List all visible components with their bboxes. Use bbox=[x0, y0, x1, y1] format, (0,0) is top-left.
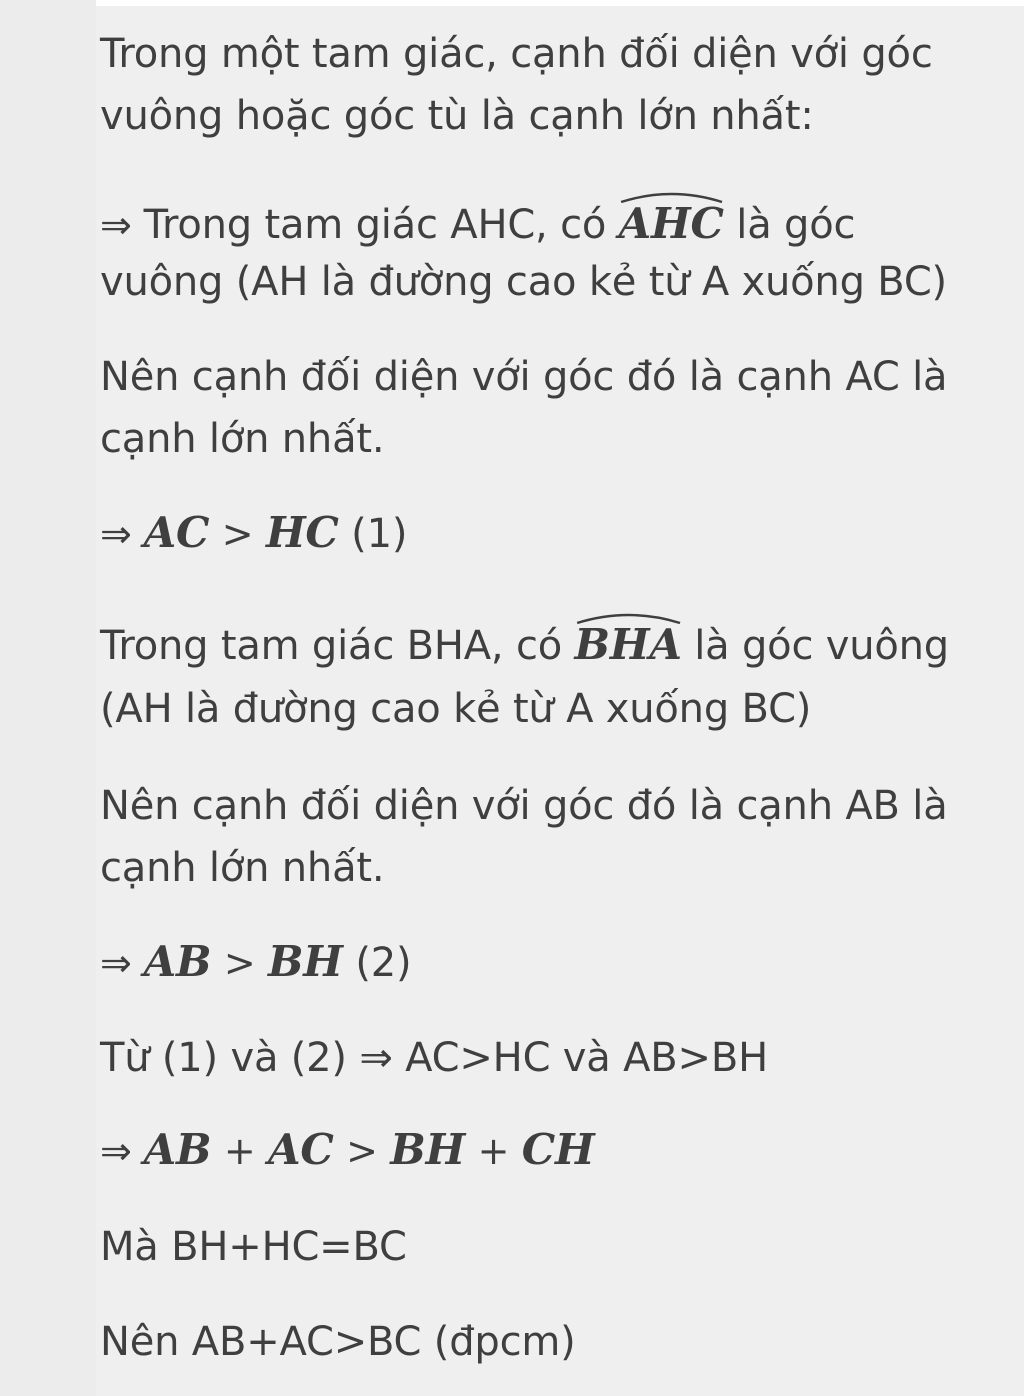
eq2-operator: > bbox=[223, 941, 256, 985]
eq1-operator: > bbox=[221, 512, 254, 556]
eq2-left: AB bbox=[143, 937, 212, 986]
eq3-term-bh: BH bbox=[390, 1125, 466, 1174]
angle-bha-label: BHA bbox=[574, 620, 682, 669]
paragraph-3-line-1: Nên cạnh đối diện với góc đó là cạnh AC là bbox=[100, 354, 948, 400]
paragraph-6: Từ (1) và (2) ⇒ AC>HC và AB>BH bbox=[100, 1035, 768, 1081]
eq1-left: AC bbox=[143, 508, 210, 557]
eq2-right: BH bbox=[268, 937, 343, 986]
paragraph-4-suffix: là góc vuông bbox=[694, 623, 949, 669]
left-margin bbox=[0, 0, 96, 1396]
paragraph-4-line-1 bbox=[100, 615, 949, 670]
angle-ahc bbox=[619, 194, 724, 248]
paragraph-8: Nên AB+AC>BC (đpcm) bbox=[100, 1319, 576, 1365]
implies-arrow: ⇒ bbox=[100, 1129, 132, 1173]
angle-bha bbox=[575, 615, 682, 669]
paragraph-2-suffix: là góc bbox=[736, 202, 856, 248]
angle-hat-icon bbox=[575, 609, 682, 625]
implies-arrow: ⇒ bbox=[100, 941, 132, 985]
angle-hat-icon bbox=[619, 188, 724, 204]
paragraph-1-line-2: vuông hoặc góc tù là cạnh lớn nhất: bbox=[100, 93, 814, 139]
eq3-operator: > bbox=[346, 1129, 378, 1173]
paragraph-4-line-2: (AH là đường cao kẻ từ A xuống BC) bbox=[100, 686, 812, 732]
paragraph-5-line-1: Nên cạnh đối diện với góc đó là cạnh AB là bbox=[100, 783, 948, 829]
paragraph-2-line-1 bbox=[100, 194, 855, 249]
equation-1 bbox=[100, 509, 407, 558]
paragraph-5-line-2: cạnh lớn nhất. bbox=[100, 845, 385, 891]
angle-ahc-label: AHC bbox=[618, 199, 724, 248]
paragraph-4-text: Trong tam giác BHA, có bbox=[100, 623, 563, 669]
paragraph-2-text: Trong tam giác AHC, có bbox=[143, 202, 607, 248]
eq3-plus-1: + bbox=[223, 1129, 256, 1173]
paragraph-3-line-2: cạnh lớn nhất. bbox=[100, 416, 385, 462]
eq3-term-ab: AB bbox=[143, 1125, 212, 1174]
eq3-term-ch: CH bbox=[521, 1125, 595, 1174]
solution-text bbox=[100, 0, 1000, 1396]
eq3-term-ac: AC bbox=[268, 1125, 334, 1174]
eq2-tag: (2) bbox=[355, 940, 412, 986]
eq1-tag: (1) bbox=[351, 511, 408, 557]
eq1-right: HC bbox=[265, 508, 339, 557]
equation-3 bbox=[100, 1126, 594, 1175]
paragraph-1-line-1: Trong một tam giác, cạnh đối diện với góc bbox=[100, 31, 933, 77]
equation-2 bbox=[100, 938, 411, 987]
paragraph-2-line-2: vuông (AH là đường cao kẻ từ A xuống BC) bbox=[100, 259, 947, 305]
paragraph-7: Mà BH+HC=BC bbox=[100, 1224, 407, 1270]
implies-arrow: ⇒ bbox=[100, 203, 132, 247]
implies-arrow: ⇒ bbox=[100, 512, 132, 556]
eq3-plus-2: + bbox=[477, 1129, 510, 1173]
